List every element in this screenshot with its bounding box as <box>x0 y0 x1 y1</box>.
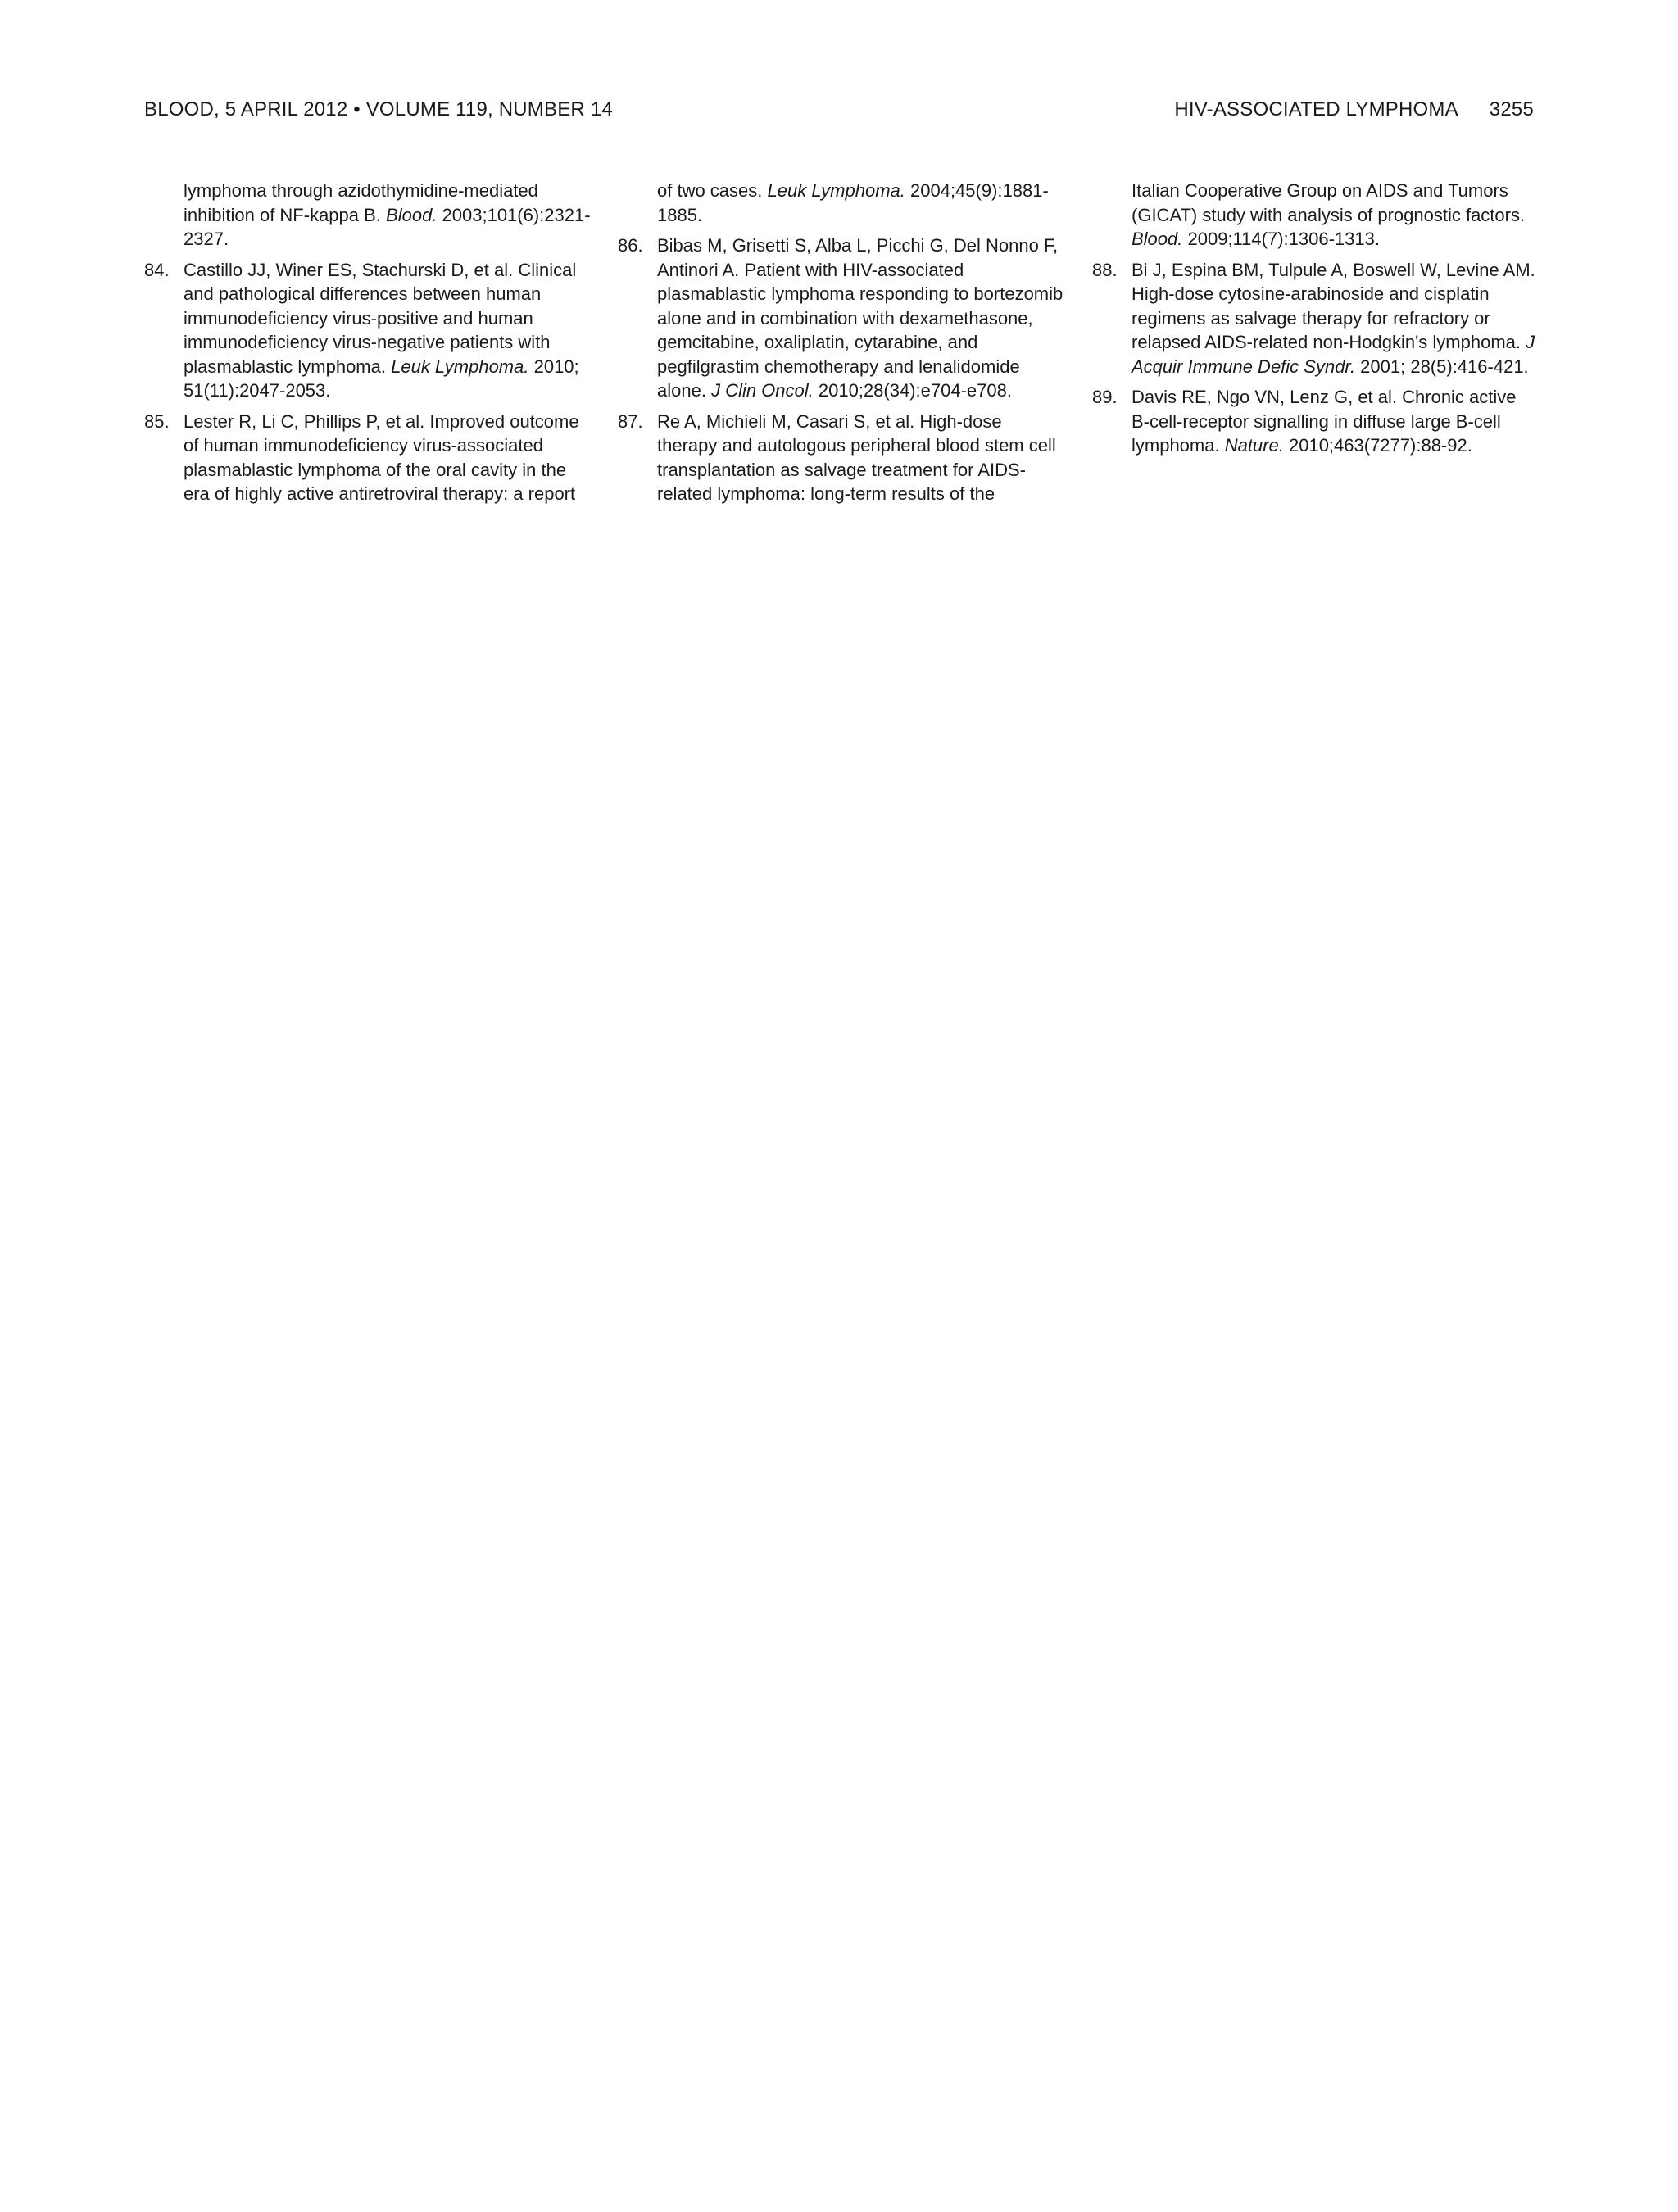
reference-number: 88. <box>1092 259 1118 280</box>
reference-text: of two cases. <box>657 180 768 201</box>
page-number: 3255 <box>1489 98 1534 120</box>
reference-number: 89. <box>1092 387 1118 407</box>
reference-text: Italian Cooperative Group on AIDS and Tumors (GICAT) study with analysis of prognostic factors. <box>1132 180 1526 225</box>
journal-name: J Acquir Immune Defic Syndr. <box>1132 332 1535 377</box>
reference-text: Lester R, Li C, Phillips P, et al. Improved outcome of human immunodeficiency virus-associated plasmablastic lymphoma of the oral cavity in the era of highly active antiretroviral therapy: a report <box>184 410 579 504</box>
reference-entry <box>1092 258 1539 379</box>
citation-details: 2001; 28(5):416-421. <box>1355 356 1529 377</box>
reference-text: Bibas M, Grisetti S, Alba L, Picchi G, Del Nonno F, Antinori A. Patient with HIV-associated plasmablastic lymphoma responding to bortezomib alone and in combination with dexamethasone, gemcitabine, oxaliplatin, cytarabine, and pegfilgrastim chemotherapy and lenalidomide alone. <box>657 235 1063 401</box>
section-title: HIV-ASSOCIATED LYMPHOMA <box>1174 98 1458 120</box>
reference-column-2 <box>618 179 1064 513</box>
reference-number: 87. <box>618 410 643 432</box>
reference-entry <box>618 179 1064 227</box>
journal-name: Blood. <box>386 204 438 225</box>
reference-text: Bi J, Espina BM, Tulpule A, Boswell W, Levine AM. High-dose cytosine-arabinoside and cisplatin regimens as salvage therapy for refractory or relapsed AIDS-related non-Hodgkin's lymphoma. <box>1132 259 1535 352</box>
citation-details: 2003;101(6):2321-2327. <box>184 204 591 249</box>
reference-number: 85. <box>144 410 170 432</box>
reference-entry <box>1092 385 1539 458</box>
citation-details: 2010;28(34):e704-e708. <box>813 380 1012 401</box>
journal-name: Nature. <box>1224 435 1284 456</box>
reference-text: Davis RE, Ngo VN, Lenz G, et al. Chronic active B-cell-receptor signalling in diffuse large B-cell lymphoma. <box>1132 387 1517 456</box>
citation-details: 2004;45(9):1881-1885. <box>657 180 1049 225</box>
reference-entry <box>618 233 1064 403</box>
reference-entry <box>1092 179 1539 252</box>
running-header <box>144 98 1534 131</box>
reference-column-1 <box>144 179 591 513</box>
journal-name: Leuk Lymphoma. <box>767 180 905 201</box>
journal-info: BLOOD, 5 APRIL 2012 • VOLUME 119, NUMBER 14 <box>144 98 613 120</box>
reference-text: Castillo JJ, Winer ES, Stachurski D, et al. Clinical and pathological differences between human immunodeficiency virus-positive and human immunodeficiency virus-negative patients with plasmablastic lymphoma. <box>184 259 577 377</box>
journal-name: Blood. <box>1132 229 1183 249</box>
reference-entry <box>144 410 591 506</box>
reference-entry <box>144 179 591 252</box>
reference-number: 84. <box>144 259 170 280</box>
reference-entry <box>618 410 1064 506</box>
journal-name: J Clin Oncol. <box>711 380 814 401</box>
reference-text: lymphoma through azidothymidine-mediated inhibition of NF-kappa B. <box>184 180 538 225</box>
journal-name: Leuk Lymphoma. <box>391 356 529 377</box>
reference-text: Re A, Michieli M, Casari S, et al. High-dose therapy and autologous peripheral blood stem cell transplantation as salvage treatment for AIDS-related lymphoma: long-term results of the <box>657 410 1056 504</box>
citation-details: 2010; 51(11):2047-2053. <box>184 356 579 401</box>
citation-details: 2009;114(7):1306-1313. <box>1182 229 1380 249</box>
reference-column-3 <box>1092 179 1539 465</box>
citation-details: 2010;463(7277):88-92. <box>1283 435 1472 456</box>
reference-number: 86. <box>618 235 643 256</box>
reference-entry <box>144 258 591 403</box>
header-right <box>1174 98 1534 121</box>
